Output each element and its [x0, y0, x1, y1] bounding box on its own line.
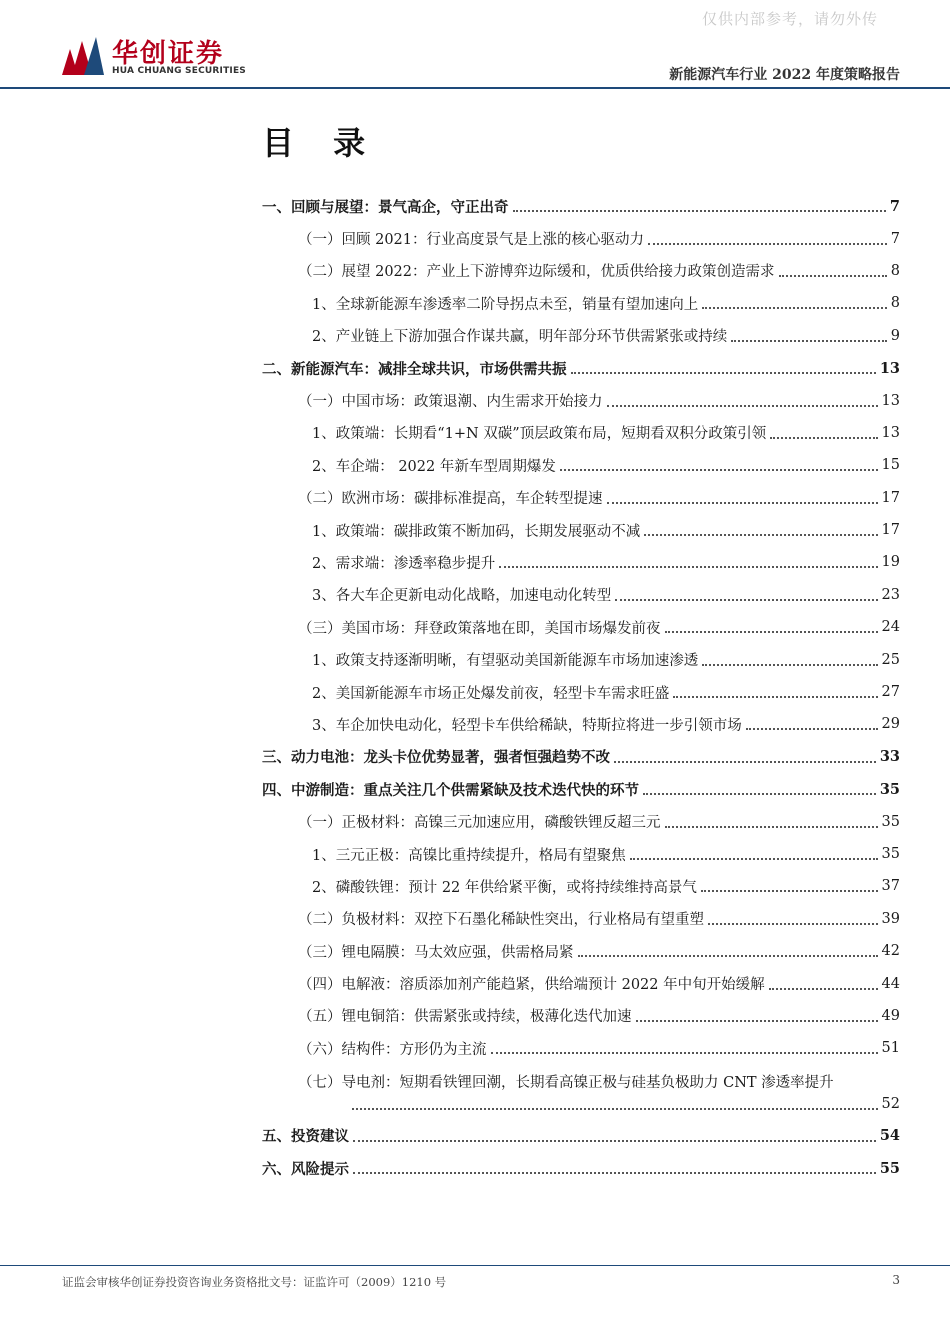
toc-entry-label: 二、新能源汽车：减排全球共识，市场供需共振 — [262, 360, 567, 378]
toc-entry-label: （一）正极材料：高镍三元加速应用，磷酸铁锂反超三元 — [298, 815, 661, 832]
footer-divider — [0, 1265, 950, 1266]
toc-entry[interactable] — [262, 384, 900, 416]
toc-entry-page: 29 — [881, 716, 900, 733]
toc-entry-page: 24 — [881, 619, 900, 636]
toc-leader-dots — [770, 437, 877, 439]
toc-entry-page: 7 — [890, 230, 900, 247]
toc-entry[interactable] — [262, 417, 900, 449]
toc-leader-dots — [702, 307, 887, 309]
toc-leader-dots — [513, 210, 886, 212]
toc-entry-page: 15 — [881, 457, 900, 474]
toc-entry-label: （五）锂电铜箔：供需紧张或持续，极薄化迭代加速 — [298, 1009, 632, 1026]
toc-entry-page: 52 — [881, 1095, 900, 1112]
toc-entry-label: 3、各大车企更新电动化战略，加速电动化转型 — [312, 588, 612, 605]
toc-entry[interactable] — [262, 1065, 900, 1120]
toc-leader-dots — [731, 340, 887, 342]
toc-leader-dots — [615, 599, 877, 601]
toc-entry-label: 2、磷酸铁锂：预计 22 年供给紧平衡，或将持续维持高景气 — [312, 879, 697, 896]
toc-leader-dots — [614, 761, 876, 763]
toc-entry-label: （六）结构件：方形仍为主流 — [298, 1041, 487, 1058]
toc-entry-page: 44 — [881, 975, 900, 992]
footer-license-text: 证监会审核华创证券投资咨询业务资格批文号：证监许可（2009）1210 号 — [62, 1275, 447, 1289]
toc-entry[interactable] — [262, 320, 900, 352]
toc-leader-dots — [702, 664, 877, 666]
toc-entry[interactable] — [262, 676, 900, 708]
toc-entry-page: 54 — [879, 1127, 900, 1145]
toc-entry-label: 1、政策端：长期看“1+N 双碳”顶层政策布局，短期看双积分政策引领 — [312, 426, 767, 443]
toc-entry-label: 五、投资建议 — [262, 1128, 349, 1146]
toc-entry-page: 25 — [881, 651, 900, 668]
toc-entry-label: （二）展望 2022：产业上下游博弈边际缓和，优质供给接力政策创造需求 — [298, 264, 775, 281]
report-title: 新能源汽车行业 2022 年度策略报告 — [669, 67, 900, 83]
toc-entry-page: 23 — [881, 586, 900, 603]
toc-entry-label: （一）回顾 2021：行业高度景气是上涨的核心驱动力 — [298, 232, 645, 249]
toc-leader-dots — [607, 502, 878, 504]
toc-leader-dots — [769, 988, 878, 990]
toc-entry[interactable] — [262, 773, 900, 805]
toc-entry[interactable] — [262, 1032, 900, 1064]
toc-entry-page: 39 — [881, 910, 900, 927]
toc-entry[interactable] — [262, 352, 900, 384]
toc-leader-dots — [644, 534, 877, 536]
toc-entry-page: 13 — [881, 424, 900, 441]
toc-entry-label: （二）负极材料：双控下石墨化稀缺性突出，行业格局有望重塑 — [298, 912, 704, 929]
toc-entry[interactable] — [262, 514, 900, 546]
toc-leader-dots — [353, 1140, 876, 1142]
toc-entry-label: 1、政策支持逐渐明晰，有望驱动美国新能源车市场加速渗透 — [312, 653, 699, 670]
toc-leader-dots — [578, 955, 878, 957]
toc-entry[interactable] — [262, 805, 900, 837]
toc-entry[interactable] — [262, 611, 900, 643]
toc-entry-label: 一、回顾与展望：景气高企，守正出奇 — [262, 198, 509, 216]
toc-leader-dots — [708, 923, 878, 925]
toc-leader-dots — [665, 631, 878, 633]
toc-leader-dots — [499, 566, 877, 568]
toc-leader-dots — [636, 1020, 878, 1022]
toc-entry-page: 33 — [879, 748, 900, 766]
toc-leader-dots — [648, 243, 887, 245]
toc-entry[interactable] — [262, 255, 900, 287]
toc-entry-label: 1、政策端：碳排政策不断加码，长期发展驱动不减 — [312, 523, 641, 540]
toc-leader-dots — [673, 696, 877, 698]
toc-entry[interactable] — [262, 546, 900, 578]
toc-heading: 目 录 — [262, 124, 380, 162]
toc-leader-dots — [352, 1108, 878, 1110]
toc-entry-label: 六、风险提示 — [262, 1160, 349, 1178]
toc-entry-page: 13 — [879, 359, 900, 377]
toc-entry-page: 51 — [881, 1040, 900, 1057]
logo-chinese-name: 华创证券 — [112, 39, 225, 69]
toc-entry[interactable] — [262, 449, 900, 481]
toc-entry-page: 8 — [890, 262, 900, 279]
toc-entry-label: （三）美国市场：拜登政策落地在即，美国市场爆发前夜 — [298, 620, 661, 637]
toc-entry[interactable] — [262, 643, 900, 675]
toc-entry-label: 1、全球新能源车渗透率二阶导拐点未至，销量有望加速向上 — [312, 296, 699, 313]
toc-entry-label: 2、车企端： 2022 年新车型周期爆发 — [312, 458, 556, 475]
toc-entry-label: （四）电解液：溶质添加剂产能趋紧，供给端预计 2022 年中旬开始缓解 — [298, 977, 765, 994]
toc-entry[interactable] — [262, 1000, 900, 1032]
toc-entry[interactable] — [262, 903, 900, 935]
toc-entry[interactable] — [262, 482, 900, 514]
watermark-text: 仅供内部参考，请勿外传 — [701, 10, 878, 28]
toc-entry-label: （七）导电剂：短期看铁锂回潮，长期看高镍正极与硅基负极助力 CNT 渗透率提升 — [298, 1074, 834, 1091]
toc-entry[interactable] — [262, 1152, 900, 1184]
table-of-contents — [262, 190, 900, 1184]
toc-entry[interactable] — [262, 741, 900, 773]
toc-leader-dots — [643, 793, 876, 795]
toc-entry-page: 9 — [890, 327, 900, 344]
toc-entry[interactable] — [262, 967, 900, 999]
toc-entry-page: 8 — [890, 295, 900, 312]
page-number: 3 — [892, 1273, 900, 1287]
toc-entry-label: （三）锂电隔膜：马太效应强，供需格局紧 — [298, 944, 574, 961]
toc-entry-label: 2、产业链上下游加强合作谋共赢，明年部分环节供需紧张或持续 — [312, 329, 728, 346]
toc-leader-dots — [746, 728, 878, 730]
toc-entry-page: 19 — [881, 554, 900, 571]
toc-entry-page: 49 — [881, 1007, 900, 1024]
toc-entry-label: 2、需求端：渗透率稳步提升 — [312, 555, 496, 572]
toc-entry[interactable] — [262, 287, 900, 319]
toc-entry-page: 35 — [881, 846, 900, 862]
toc-entry[interactable] — [262, 935, 900, 967]
toc-leader-dots — [560, 469, 878, 471]
toc-entry[interactable] — [262, 190, 900, 222]
logo-mark-icon — [60, 35, 106, 77]
toc-entry[interactable] — [262, 870, 900, 902]
toc-entry[interactable] — [262, 708, 900, 740]
toc-leader-dots — [665, 826, 878, 828]
toc-entry-page: 37 — [881, 878, 900, 895]
toc-entry-page: 13 — [881, 392, 900, 409]
toc-leader-dots — [701, 890, 878, 892]
toc-entry-page: 27 — [881, 684, 900, 701]
toc-entry-label: 3、车企加快电动化，轻型卡车供给稀缺，特斯拉将进一步引领市场 — [312, 717, 742, 734]
toc-entry-page: 7 — [889, 197, 900, 215]
toc-entry-page: 55 — [879, 1159, 900, 1177]
toc-entry[interactable] — [262, 838, 900, 870]
toc-entry-page: 17 — [881, 489, 900, 506]
toc-leader-dots — [607, 405, 878, 407]
toc-leader-dots — [630, 858, 878, 860]
toc-entry-page: 17 — [881, 522, 900, 539]
toc-entry[interactable] — [262, 222, 900, 254]
toc-entry-page: 35 — [879, 780, 900, 798]
toc-leader-dots — [571, 372, 876, 374]
header-divider — [0, 87, 950, 89]
logo-english-name: HUA CHUANG SECURITIES — [112, 66, 246, 76]
toc-entry-page: 35 — [881, 813, 900, 830]
toc-entry-label: 2、美国新能源车市场正处爆发前夜，轻型卡车需求旺盛 — [312, 685, 670, 702]
toc-entry-label: （二）欧洲市场：碳排标准提高，车企转型提速 — [298, 491, 603, 508]
toc-leader-dots — [779, 275, 887, 277]
toc-entry-label: （一）中国市场：政策退潮、内生需求开始接力 — [298, 394, 603, 411]
company-logo — [60, 33, 246, 83]
toc-leader-dots — [353, 1172, 876, 1174]
toc-entry-page: 42 — [881, 943, 900, 960]
toc-entry-label: 1、三元正极：高镍比重持续提升，格局有望聚焦 — [312, 847, 626, 864]
toc-leader-dots — [491, 1052, 878, 1054]
toc-entry-label: 三、动力电池：龙头卡位优势显著，强者恒强趋势不改 — [262, 749, 610, 767]
toc-entry-label: 四、中游制造：重点关注几个供需紧缺及技术迭代快的环节 — [262, 781, 639, 799]
toc-entry[interactable] — [262, 579, 900, 611]
toc-entry[interactable] — [262, 1120, 900, 1152]
